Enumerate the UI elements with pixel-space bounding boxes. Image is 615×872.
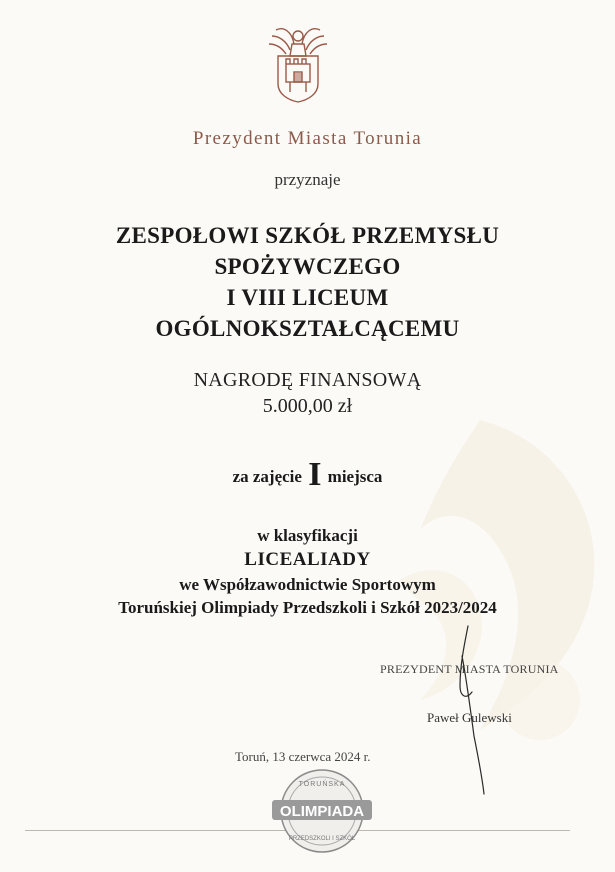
- olympiad-logo: [268, 768, 376, 854]
- recipient-line: ZESPOŁOWI SZKÓŁ PRZEMYSŁU: [115, 223, 500, 248]
- handwritten-signature: [448, 616, 518, 796]
- award-amount: 5.000,00 zł: [262, 395, 353, 417]
- signatory-title: PREZYDENT MIASTA TORUNIA: [380, 662, 559, 676]
- logo-main-text: OLIMPIADA: [279, 803, 365, 820]
- recipient-name: [0, 220, 615, 344]
- issuer-title: Prezydent Miasta Torunia: [192, 128, 423, 149]
- recipient-line: I VIII LICEUM: [226, 285, 389, 310]
- recipient-line: SPOŻYWCZEGO: [214, 254, 401, 279]
- award-name: NAGRODĘ FINANSOWĄ: [193, 369, 422, 391]
- classification-olympiad: Toruńskiej Olimpiady Przedszkoli i Szkół 2023/2024: [118, 598, 497, 617]
- signatory-name: Paweł Gulewski: [427, 710, 512, 725]
- classification-name: LICEALIADY: [244, 549, 371, 570]
- issue-date: Toruń, 13 czerwca 2024 r.: [235, 749, 371, 764]
- logo-top-text: TORUŃSKA: [298, 781, 346, 788]
- place-prefix: za zajęcie: [232, 467, 302, 486]
- place-suffix: miejsca: [327, 467, 383, 486]
- classification-intro: w klasyfikacji: [257, 526, 358, 545]
- logo-bottom-text: PRZEDSZKOLI I SZKÓŁ: [288, 836, 356, 842]
- awards-verb: przyznaje: [274, 170, 341, 189]
- classification-competition: we Współzawodnictwie Sportowym: [179, 575, 436, 594]
- torun-coat-of-arms: [264, 22, 332, 104]
- place-statement: [0, 456, 615, 494]
- place-number: I: [308, 456, 322, 493]
- recipient-line: OGÓLNOKSZTAŁCĄCEMU: [155, 316, 460, 341]
